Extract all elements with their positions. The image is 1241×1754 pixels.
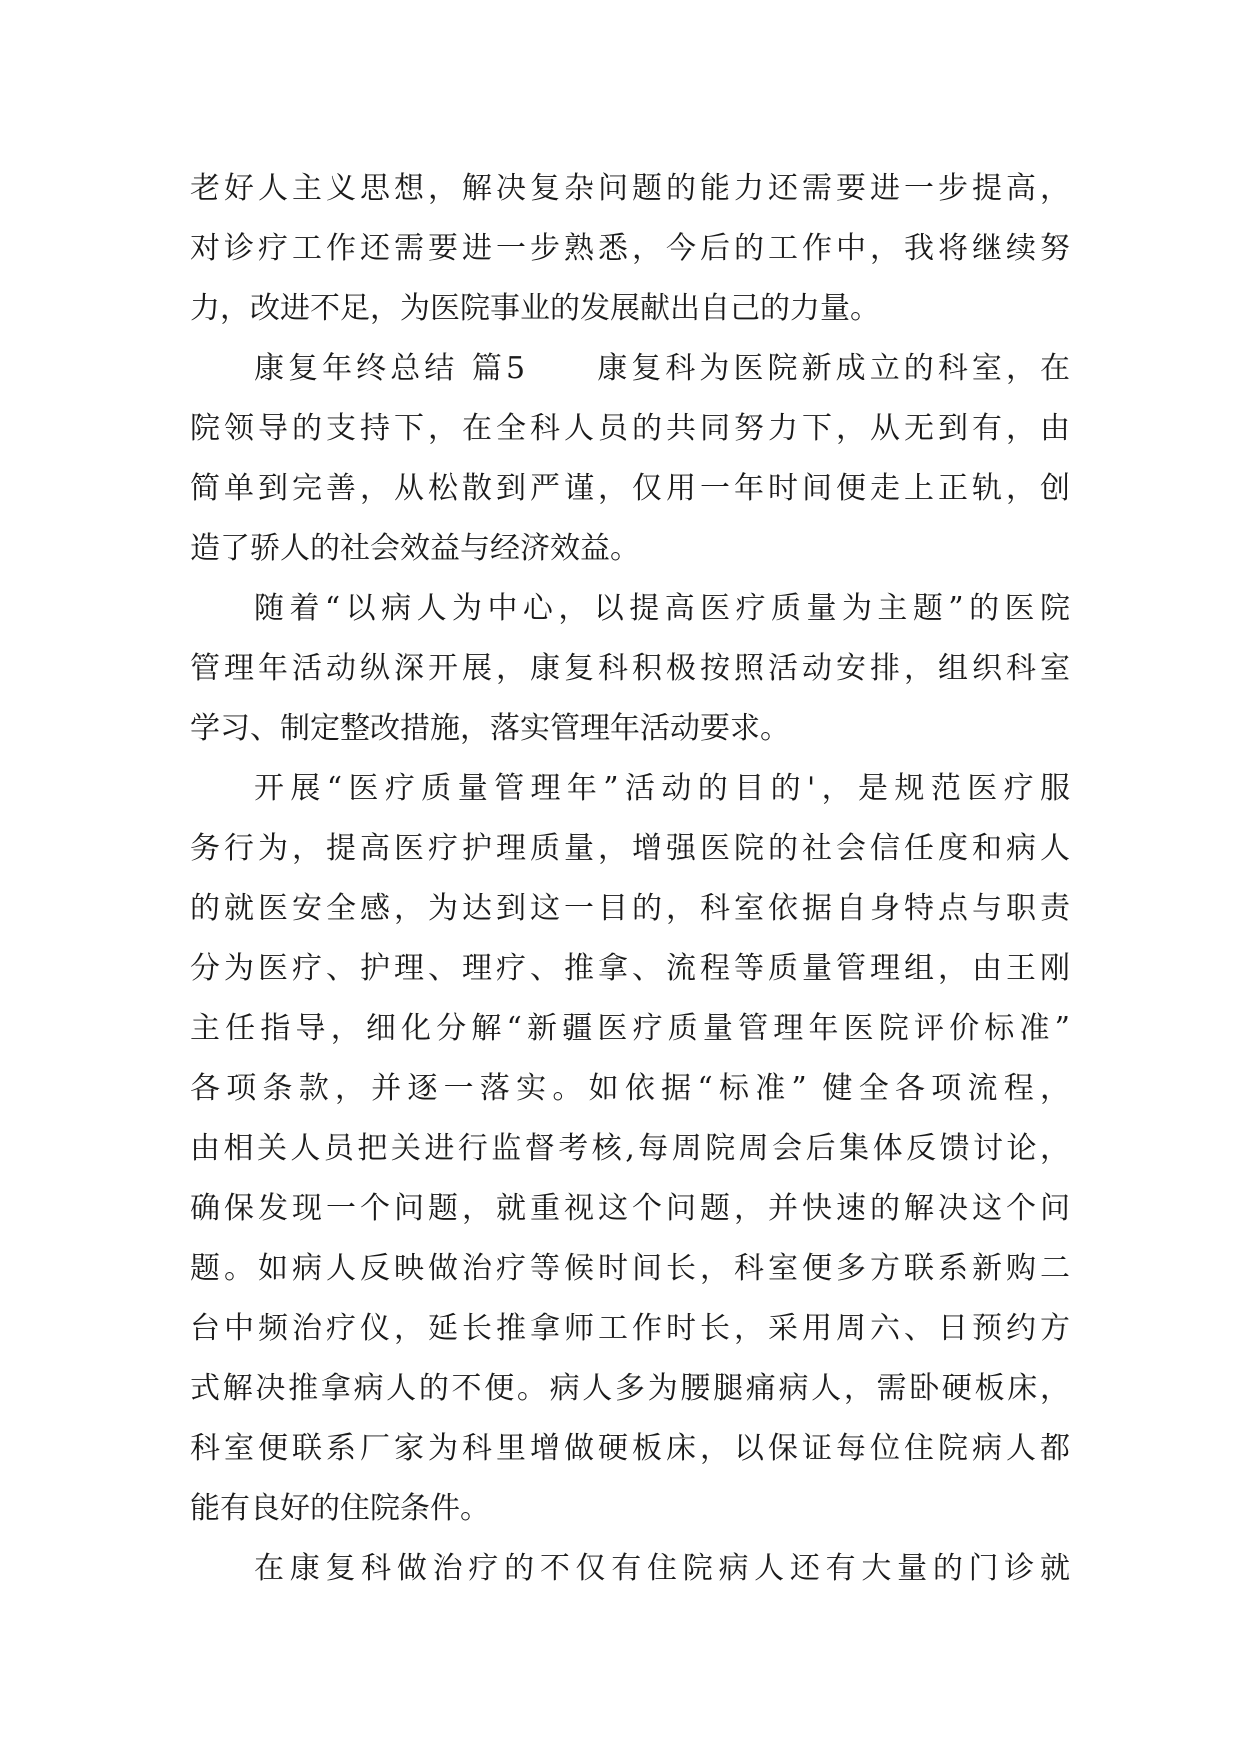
text-line: 主任指导，细化分解“新疆医疗质量管理年医院评价标准” — [190, 1011, 1070, 1046]
text-line: 台中频治疗仪，延长推拿师工作时长，采用周六、日预约方 — [190, 1311, 1070, 1346]
text-line: 的就医安全感，为达到这一目的，科室依据自身特点与职责 — [190, 891, 1070, 926]
text-line: 各项条款，并逐一落实。如依据“标准” 健全各项流程， — [190, 1071, 1070, 1106]
text-line: 院领导的支持下，在全科人员的共同努力下，从无到有，由 — [190, 411, 1070, 446]
text-line: 分为医疗、护理、理疗、推拿、流程等质量管理组，由王刚 — [190, 951, 1070, 986]
text-line: 老好人主义思想，解决复杂问题的能力还需要进一步提高， — [190, 171, 1070, 206]
text-line: 对诊疗工作还需要进一步熟悉，今后的工作中，我将继续努 — [190, 231, 1070, 266]
text-line: 力，改进不足，为医院事业的发展献出自己的力量。 — [190, 291, 880, 326]
text-line: 开展“医疗质量管理年”活动的目的'，是规范医疗服 — [254, 771, 1070, 806]
text-line: 务行为，提高医疗护理质量，增强医院的社会信任度和病人 — [190, 831, 1070, 866]
text-line: 学习、制定整改措施，落实管理年活动要求。 — [190, 711, 790, 746]
section-heading-line: 康复年终总结 篇5 康复科为医院新成立的科室，在 — [254, 351, 1070, 386]
text-line: 管理年活动纵深开展，康复科积极按照活动安排，组织科室 — [190, 651, 1070, 686]
text-line: 简单到完善，从松散到严谨，仅用一年时间便走上正轨，创 — [190, 471, 1070, 506]
text-line: 在康复科做治疗的不仅有住院病人还有大量的门诊就 — [254, 1551, 1070, 1586]
text-line: 造了骄人的社会效益与经济效益。 — [190, 531, 640, 566]
text-line: 科室便联系厂家为科里增做硬板床，以保证每位住院病人都 — [190, 1431, 1070, 1466]
text-line: 题。如病人反映做治疗等候时间长，科室便多方联系新购二 — [190, 1251, 1070, 1286]
text-line: 由相关人员把关进行监督考核,每周院周会后集体反馈讨论， — [190, 1131, 1070, 1166]
text-line: 式解决推拿病人的不便。病人多为腰腿痛病人，需卧硬板床， — [190, 1371, 1070, 1406]
text-line: 能有良好的住院条件。 — [190, 1491, 490, 1526]
text-line: 随着“以病人为中心，以提高医疗质量为主题”的医院 — [254, 591, 1070, 626]
text-line: 确保发现一个问题，就重视这个问题，并快速的解决这个问 — [190, 1191, 1070, 1226]
